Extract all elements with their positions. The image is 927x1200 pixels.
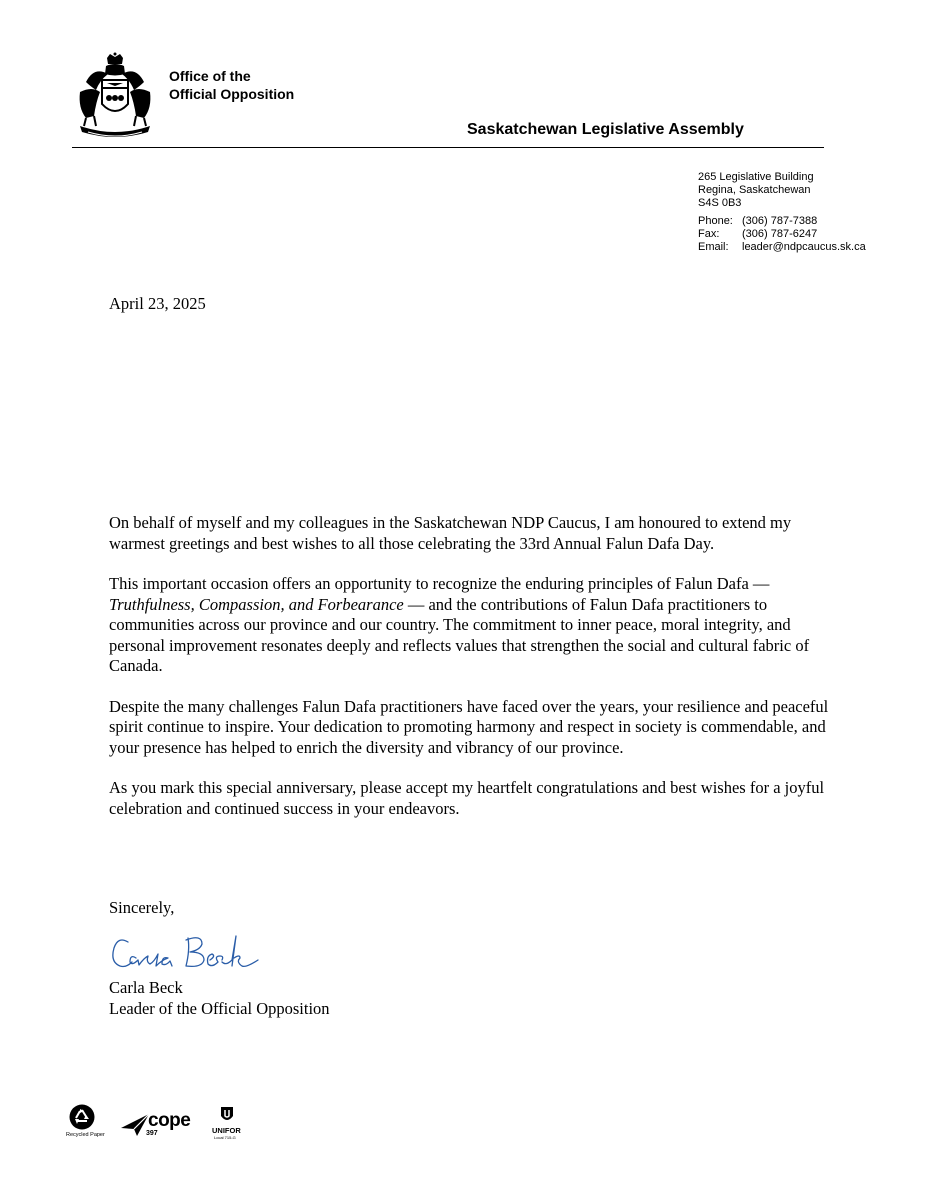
contact-value: leader@ndpcaucus.sk.ca bbox=[742, 241, 866, 253]
address-block bbox=[698, 171, 814, 210]
office-name bbox=[169, 67, 294, 103]
recycled-paper-icon bbox=[69, 1104, 95, 1130]
recycled-paper-caption: Recycled Paper bbox=[66, 1132, 105, 1138]
letter-body bbox=[109, 513, 829, 839]
contact-row-phone bbox=[698, 215, 866, 228]
contact-value: (306) 787-6247 bbox=[742, 228, 818, 240]
paragraph-4: As you mark this special anniversary, please accept my heartfelt congratulations and best wishes for a joyful celebration and continued success in your endeavors. bbox=[109, 778, 825, 818]
address-line-3: S4S 0B3 bbox=[698, 197, 742, 209]
signer-name: Carla Beck bbox=[109, 978, 183, 997]
header-divider bbox=[72, 147, 824, 148]
contact-row-fax bbox=[698, 228, 866, 241]
office-line-1: Office of the bbox=[169, 68, 251, 84]
contact-block bbox=[698, 215, 866, 254]
paragraph-2-start: This important occasion offers an opportunity to recognize the enduring principles of Falun Dafa — bbox=[109, 574, 770, 593]
paragraph-1: On behalf of myself and my colleagues in the Saskatchewan NDP Caucus, I am honoured to extend my warmest greetings and best wishes to all those celebrating the 33rd Annual Falun Dafa Day. bbox=[109, 513, 792, 553]
contact-label: Fax: bbox=[698, 228, 720, 240]
handwritten-signature bbox=[106, 928, 266, 974]
paragraph-2 bbox=[109, 574, 829, 677]
cope-label: cope bbox=[148, 1110, 191, 1131]
paragraph-2-end: — and the contributions of Falun Dafa practitioners to communities across our province and our country. The commitment to inner peace, moral integrity, and personal improvement resonates deeply and reflects values that strengthen the social and cultural fabric of Canada. bbox=[109, 594, 810, 675]
paragraph-3: Despite the many challenges Falun Dafa practitioners have faced over the years, your resilience and peaceful spirit continue to inspire. Your dedication to promoting harmony and respect in society is commendable, and your presence has helped to enrich the diversity and vibrancy of our province. bbox=[109, 696, 829, 757]
unifor-local: Local 715-G bbox=[214, 1135, 236, 1140]
letter-date: April 23, 2025 bbox=[109, 294, 206, 313]
closing: Sincerely, bbox=[109, 898, 175, 917]
signer-block bbox=[109, 978, 330, 1019]
unifor-label: UNIFOR bbox=[212, 1126, 241, 1135]
office-line-2: Official Opposition bbox=[169, 86, 295, 102]
contact-value: (306) 787-7388 bbox=[742, 215, 818, 227]
coat-of-arms-crest bbox=[74, 52, 156, 140]
address-line-2: Regina, Saskatchewan bbox=[698, 184, 811, 196]
signer-title: Leader of the Official Opposition bbox=[109, 998, 330, 1018]
contact-row-email bbox=[698, 241, 866, 254]
paragraph-2-principles: Truthfulness, Compassion, and Forbearance bbox=[109, 594, 404, 614]
contact-label: Phone: bbox=[698, 215, 733, 227]
address-line-1: 265 Legislative Building bbox=[698, 171, 814, 183]
assembly-name: Saskatchewan Legislative Assembly bbox=[467, 121, 744, 138]
contact-label: Email: bbox=[698, 241, 729, 253]
cope-number: 397 bbox=[146, 1130, 158, 1137]
unifor-shield-icon bbox=[220, 1106, 234, 1124]
